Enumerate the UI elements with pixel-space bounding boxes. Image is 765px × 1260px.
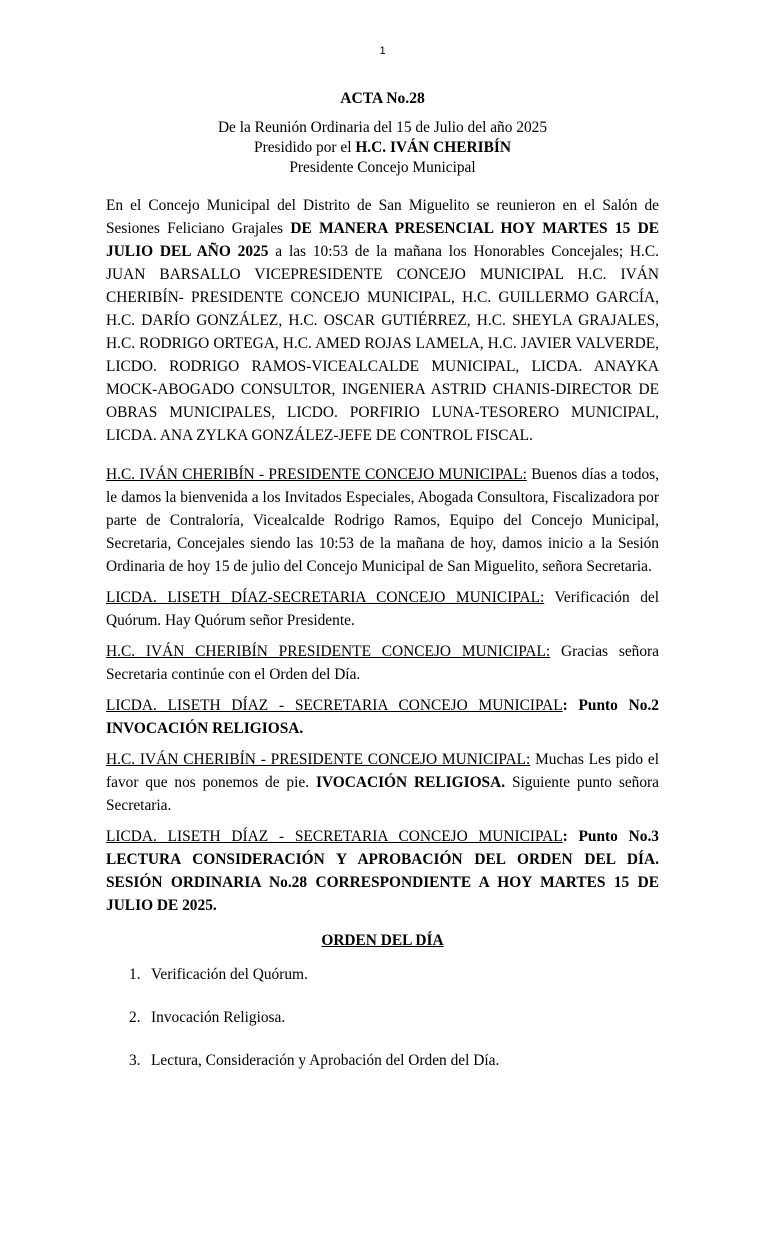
list-item-text: Lectura, Consideración y Aprobación del Orden del Día. — [151, 1052, 500, 1069]
intervention-bold: : Punto No.3 LECTURA CONSIDERACIÓN Y APROBACIÓN DEL ORDEN DEL DÍA. SESIÓN ORDINARIA No.28 CORRESPONDIENTE A HOY MARTES 15 DE JULIO DE 2025. — [106, 828, 660, 914]
speaker-label: LICDA. LISETH DÍAZ - SECRETARIA CONCEJO MUNICIPAL — [106, 697, 563, 714]
intro-text-2: a las 10:53 de la mañana los Honorables Concejales; H.C. JUAN BARSALLO VICEPRESIDENTE CONCEJO MUNICIPAL H.C. IVÁN CHERIBÍN- PRESIDENTE CONCEJO MUNICIPAL, H.C. GUILLERMO GARCÍA, H.C. DARÍO GONZÁLEZ, H.C. OSCAR GUTIÉRREZ, H.C. SHEYLA GRAJALES, H.C. RODRIGO ORTEGA, H.C. AMED ROJAS LAMELA, H.C. JAVIER VALVERDE, LICDO. RODRIGO RAMOS-VICEALCALDE MUNICIPAL, LICDA. ANAYKA MOCK-ABOGADO CONSULTOR, INGENIERA ASTRID CHANIS-DIRECTOR DE OBRAS MUNICIPALES, LICDO. PORFIRIO LUNA-TESORERO MUNICIPAL, LICDA. ANA ZYLKA GONZÁLEZ-JEFE DE CONTROL FISCAL. — [106, 243, 659, 444]
document-body — [106, 88, 659, 1094]
orden-del-dia-title: ORDEN DEL DÍA — [321, 932, 444, 949]
intervention-text: Verificación del Quórum. Hay Quórum señor Presidente. — [106, 589, 660, 629]
intervention-text-after: Siguiente punto señora Secretaria. — [106, 774, 660, 814]
speaker-label: LICDA. LISETH DÍAZ - SECRETARIA CONCEJO MUNICIPAL — [106, 828, 563, 845]
president-name: H.C. IVÁN CHERIBÍN — [355, 139, 511, 156]
list-item — [106, 1051, 659, 1071]
intro-bold: DE MANERA PRESENCIAL HOY MARTES 15 DE JULIO DEL AÑO 2025 — [106, 220, 659, 260]
list-item-text: Verificación del Quórum. — [151, 966, 308, 983]
list-item-number: 2. — [129, 1009, 141, 1026]
presided-line — [106, 138, 659, 158]
orden-list — [106, 965, 659, 1071]
document-title: ACTA No.28 — [340, 90, 425, 107]
intervention-3 — [106, 640, 659, 686]
intro-paragraph — [106, 194, 659, 447]
list-item — [106, 1008, 659, 1028]
speaker-label: H.C. IVÁN CHERIBÍN PRESIDENTE CONCEJO MUNICIPAL: — [106, 643, 551, 660]
list-item — [106, 965, 659, 985]
intervention-bold: IVOCACIÓN RELIGIOSA. — [315, 774, 506, 791]
speaker-label: H.C. IVÁN CHERIBÍN - PRESIDENTE CONCEJO MUNICIPAL: — [106, 466, 527, 483]
list-item-text: Invocación Religiosa. — [151, 1009, 286, 1026]
president-role: Presidente Concejo Municipal — [289, 159, 476, 176]
intervention-text: Buenos días a todos, le damos la bienvenida a los Invitados Especiales, Abogada Consultora, Fiscalizadora por parte de Contraloría, Vicealcalde Rodrigo Ramos, Equipo del Concejo Municipal, Secretaria, Concejales siendo las 10:53 de la mañana de hoy, damos inicio a la Sesión Ordinaria de hoy 15 de julio del Concejo Municipal de San Miguelito, señora Secretaria. — [106, 466, 659, 575]
intervention-text: Gracias señora Secretaria continúe con el Orden del Día. — [106, 643, 659, 683]
intervention-text: Muchas Les pido el favor que nos ponemos de pie. — [106, 751, 659, 791]
presided-prefix: Presidido por el — [254, 139, 356, 156]
intervention-5 — [106, 748, 659, 817]
list-item-number: 1. — [129, 966, 141, 983]
intro-text-1: En el Concejo Municipal del Distrito de San Miguelito se reunieron en el Salón de Sesiones Feliciano Grajales — [106, 197, 659, 237]
intervention-4 — [106, 694, 659, 740]
page-number: 1 — [379, 45, 386, 57]
intervention-2 — [106, 586, 659, 632]
intervention-1 — [106, 463, 659, 578]
meeting-subtitle: De la Reunión Ordinaria del 15 de Julio del año 2025 — [217, 119, 548, 136]
speaker-label: H.C. IVÁN CHERIBÍN - PRESIDENTE CONCEJO MUNICIPAL: — [106, 751, 531, 768]
speaker-label: LICDA. LISETH DÍAZ-SECRETARIA CONCEJO MUNICIPAL: — [106, 589, 545, 606]
intervention-bold: : Punto No.2 INVOCACIÓN RELIGIOSA. — [106, 697, 660, 737]
intervention-6 — [106, 825, 659, 917]
list-item-number: 3. — [129, 1052, 141, 1069]
